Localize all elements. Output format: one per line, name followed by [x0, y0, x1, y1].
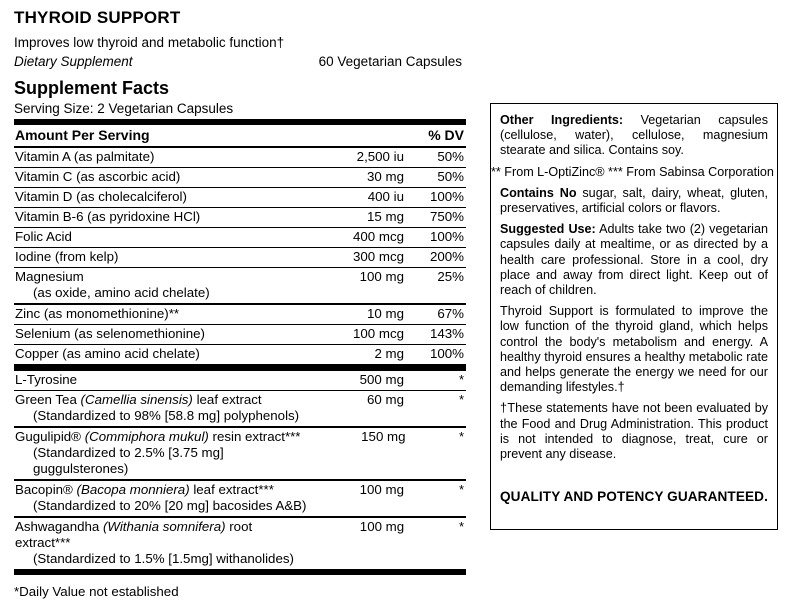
nutrient-daily-value: *	[458, 519, 464, 534]
contains-no-text: sugar, salt, dairy, wheat, gluten, preservatives, artificial colors or flavors.	[500, 185, 768, 216]
nutrient-daily-value: 100%	[429, 189, 464, 204]
herbal-rows-group	[14, 371, 466, 569]
nutrient-subnote: (Standardized to 2.5% [3.75 mg] guggulsterones)	[33, 445, 224, 476]
table-row	[14, 148, 466, 168]
nutrient-amount: 2 mg	[374, 346, 404, 361]
botanical-name: (Camellia sinensis)	[80, 392, 193, 407]
nutrient-amount: 400 iu	[367, 189, 404, 204]
contains-no-label: Contains No	[500, 185, 577, 200]
table-row	[14, 305, 466, 325]
column-header-amount: Amount Per Serving	[15, 127, 150, 143]
nutrient-name: Vitamin D (as cholecalciferol)	[15, 189, 187, 204]
table-row	[14, 188, 466, 208]
nutrient-name: Selenium (as selenomethionine)	[15, 326, 205, 341]
nutrient-subnote: (as oxide, amino acid chelate)	[33, 285, 210, 300]
table-bottom-bar	[14, 569, 466, 575]
suggested-use-paragraph	[500, 222, 768, 298]
nutrient-name: Gugulipid® (Commiphora mukul) resin extract*** (Standardized to 2.5% [3.75 mg] guggulsterones)	[14, 428, 316, 479]
table-row	[14, 268, 466, 305]
capsule-count-label: 60 Vegetarian Capsules	[318, 54, 462, 69]
nutrient-subnote: (Standardized to 98% [58.8 mg] polyphenols)	[33, 408, 300, 423]
suggested-use-text: Adults take two (2) vegetarian capsules daily at mealtime, or as directed by a health care professional. Store in a cool, dry place and away from direct light. Keep out of reach of children.	[500, 222, 768, 298]
nutrient-amount: 100 mg	[359, 482, 404, 497]
nutrient-name: Magnesium (as oxide, amino acid chelate)	[14, 268, 312, 303]
table-header-row	[14, 125, 466, 148]
vitamin-rows-group	[14, 148, 466, 365]
nutrient-daily-value: 67%	[437, 306, 464, 321]
nutrient-daily-value: 100%	[429, 346, 464, 361]
nutrient-amount: 150 mg	[361, 429, 406, 444]
table-row	[14, 391, 466, 428]
nutrient-daily-value: *	[458, 482, 464, 497]
contains-no-paragraph	[500, 186, 768, 216]
source-note: ** From L-OptiZinc® *** From Sabinsa Corporation	[491, 164, 774, 179]
table-row	[14, 481, 466, 518]
nutrient-name: Folic Acid	[15, 229, 72, 244]
nutrient-name: Vitamin C (as ascorbic acid)	[15, 169, 181, 184]
daily-value-footnote: *Daily Value not established	[14, 584, 179, 599]
botanical-name: (Commiphora mukul)	[84, 429, 209, 444]
nutrient-daily-value: 143%	[429, 326, 464, 341]
nutrient-amount: 100 mcg	[353, 326, 404, 341]
table-row	[14, 325, 466, 345]
nutrient-name: Copper (as amino acid chelate)	[15, 346, 200, 361]
botanical-name: (Withania somnifera)	[102, 519, 226, 534]
nutrient-amount: 10 mg	[367, 306, 404, 321]
supplement-facts-heading: Supplement Facts	[14, 78, 170, 98]
nutrient-daily-value: 750%	[429, 209, 464, 224]
nutrient-amount: 100 mg	[359, 519, 405, 534]
nutrient-name: Zinc (as monomethionine)**	[15, 306, 180, 321]
nutrient-amount: 100 mg	[359, 269, 404, 284]
nutrient-name: Iodine (from kelp)	[15, 249, 119, 264]
nutrient-amount: 300 mcg	[353, 249, 404, 264]
table-row	[14, 208, 466, 228]
nutrient-daily-value: 200%	[429, 249, 464, 264]
info-panel	[490, 103, 778, 530]
serving-size-label: Serving Size: 2 Vegetarian Capsules	[14, 101, 234, 116]
nutrient-amount: 2,500 iu	[356, 149, 404, 164]
suggested-use-label: Suggested Use:	[500, 222, 596, 237]
botanical-name: (Bacopa monniera)	[76, 482, 190, 497]
nutrient-amount: 15 mg	[367, 209, 404, 224]
info-panel-inner	[491, 104, 777, 505]
nutrient-subnote: (Standardized to 1.5% [1.5mg] withanolides)	[33, 551, 294, 566]
supplement-label-left-column	[14, 8, 466, 600]
product-title: THYROID SUPPORT	[14, 8, 181, 27]
nutrient-subnote: (Standardized to 20% [20 mg] bacosides A&B)	[33, 498, 307, 513]
nutrient-daily-value: 50%	[437, 169, 464, 184]
fda-disclaimer: †These statements have not been evaluated by the Food and Drug Administration. This product is not intended to diagnose, treat, cure or prevent any disease.	[500, 401, 768, 462]
nutrient-daily-value: 25%	[437, 269, 464, 284]
nutrient-name: Vitamin B-6 (as pyridoxine HCl)	[15, 209, 201, 224]
nutrient-name: Ashwagandha (Withania somnifera) root extract*** (Standardized to 1.5% [1.5mg] withanolides)	[14, 518, 312, 569]
nutrient-daily-value: 100%	[429, 229, 464, 244]
table-row	[14, 228, 466, 248]
nutrient-name: L-Tyrosine	[15, 372, 78, 387]
nutrient-name: Bacopin® (Bacopa monniera) leaf extract*** (Standardized to 20% [20 mg] bacosides A&B)	[14, 481, 312, 516]
product-description: Thyroid Support is formulated to improve the low function of the thyroid gland, which helps control the body's metabolism and energy. A healthy thyroid ensures a healthy metabolic rate and helps generate the energy we need for our demanding lifestyles.†	[500, 304, 768, 395]
column-header-spacer	[312, 125, 410, 146]
other-ingredients-label: Other Ingredients:	[500, 113, 624, 127]
supplement-facts-table	[14, 119, 466, 575]
nutrient-amount: 30 mg	[367, 169, 404, 184]
nutrient-name: Green Tea (Camellia sinensis) leaf extract (Standardized to 98% [58.8 mg] polyphenols)	[14, 391, 312, 426]
table-row	[14, 345, 466, 365]
quality-guarantee-line: QUALITY AND POTENCY GUARANTEED.	[500, 489, 768, 505]
table-row	[14, 428, 466, 481]
table-row	[14, 518, 466, 569]
table-row	[14, 371, 466, 391]
nutrient-daily-value: 50%	[437, 149, 464, 164]
nutrient-amount: 60 mg	[367, 392, 404, 407]
nutrient-amount: 400 mcg	[353, 229, 404, 244]
dietary-supplement-row	[14, 53, 466, 71]
table-row	[14, 168, 466, 188]
nutrient-amount: 500 mg	[359, 372, 404, 387]
nutrient-daily-value: *	[458, 392, 464, 407]
dietary-supplement-label: Dietary Supplement	[14, 54, 133, 69]
nutrient-name: Vitamin A (as palmitate)	[15, 149, 155, 164]
column-header-dv: % DV	[428, 127, 464, 143]
nutrient-daily-value: *	[458, 429, 464, 444]
other-ingredients-text: Vegetarian capsules (cellulose, water), cellulose, magnesium stearate and silica. Contains soy.	[500, 113, 768, 158]
product-tagline: Improves low thyroid and metabolic function†	[14, 35, 285, 50]
table-row	[14, 248, 466, 268]
nutrient-daily-value: *	[458, 372, 464, 387]
other-ingredients-paragraph	[500, 113, 768, 159]
